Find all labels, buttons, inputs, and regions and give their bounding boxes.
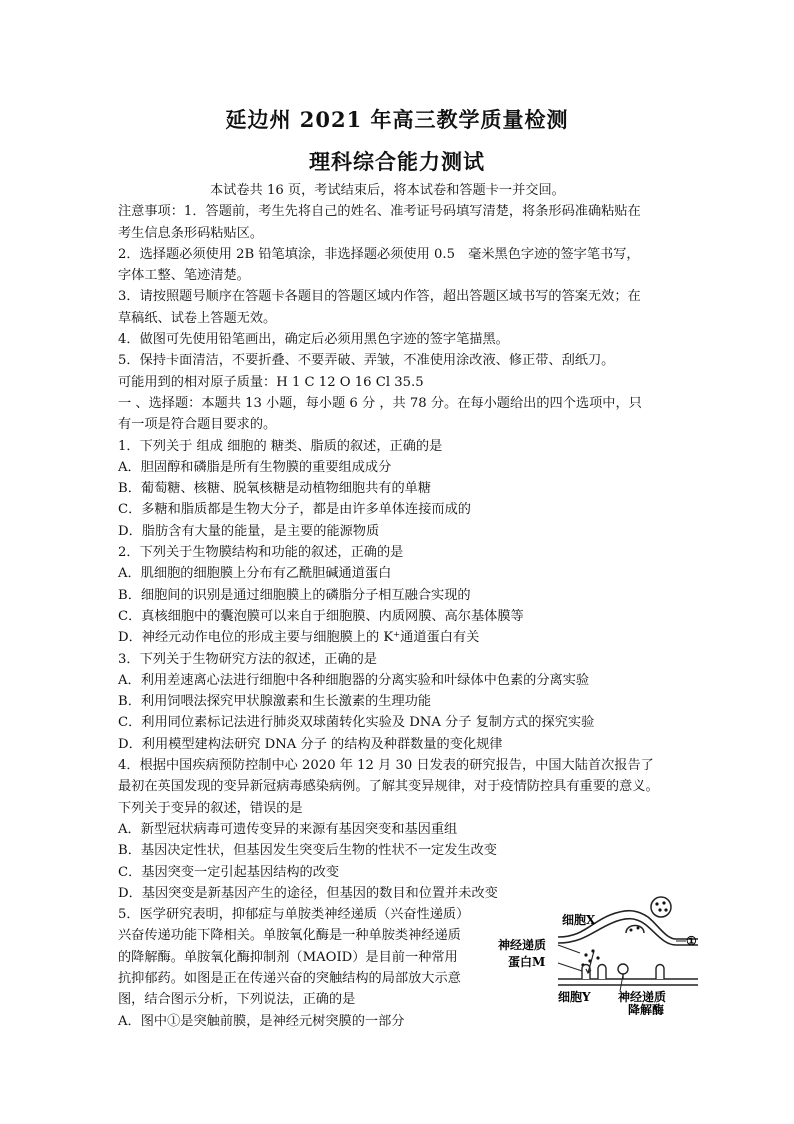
section-heading: 一 、选择题：本题共 13 小题，每小题 6 分 ，共 78 分。在每小题给出的四个选项中，只	[118, 395, 642, 411]
cell-x-label: 细胞X	[562, 913, 596, 927]
transmitter-dot	[658, 908, 661, 911]
question-4-stem: 下列关于变异的叙述，错误的是	[118, 800, 303, 816]
question-2-option-b: B．细胞间的识别是通过细胞膜上的磷脂分子相互融合实现的	[118, 587, 471, 603]
transmitter-label: 神经递质	[498, 938, 547, 952]
intro-text: 本试卷共 16 页，考试结束后，将本试卷和答题卡一并交回。	[210, 183, 565, 198]
circle-one-label: ①	[686, 934, 697, 948]
protein-m-label: 蛋白M	[508, 955, 546, 969]
question-5-stem: 抗抑郁药。如图是正在传递兴奋的突触结构的局部放大示意	[118, 970, 461, 986]
transmitter-dot	[664, 908, 667, 911]
fusing-vesicle	[626, 926, 644, 934]
receptor-protein	[598, 965, 606, 980]
question-1-option-a: A．胆固醇和磷脂是所有生物膜的重要组成成分	[118, 459, 392, 475]
question-2-stem: 2．下列关于生物膜结构和功能的叙述，正确的是	[118, 545, 404, 561]
synapse-diagram	[498, 893, 698, 1015]
question-3-option-a: A．利用差速离心法进行细胞中各种细胞器的分离实验和叶绿体中色素的分离实验	[118, 672, 590, 688]
atomic-mass-line: 可能用到的相对原子质量：H 1 C 12 O 16 Cl 35.5	[118, 374, 424, 390]
question-1-option-c: C．多糖和脂质都是生物大分子，都是由许多单体连接而成的	[118, 502, 471, 518]
question-5-stem: 兴奋传递功能下降相关。单胺氧化酶是一种单胺类神经递质	[118, 928, 461, 944]
exam-title: 延边州 2021 年高三教学质量检测	[225, 107, 569, 132]
degrading-enzyme	[618, 964, 628, 974]
question-1-option-b: B．葡萄糖、核糖、脱氧核糖是动植物细胞共有的单糖	[118, 481, 432, 497]
notes-line: 注意事项：1．答题前，考生先将自己的姓名、准考证号码填写清楚，将条形码准确粘贴在	[118, 204, 641, 220]
question-4-option-a: A．新型冠状病毒可遗传变异的来源有基因突变和基因重组	[118, 821, 458, 837]
question-3-option-b: B．利用饲喂法探究甲状腺激素和生长激素的生理功能	[118, 694, 432, 710]
notes-line: 考生信息条形码粘贴区。	[118, 225, 264, 241]
question-2-option-a: A．肌细胞的细胞膜上分布有乙酰胆碱通道蛋白	[118, 566, 392, 582]
question-5-stem: 5．医学研究表明，抑郁症与单胺类神经递质（兴奋性递质）	[118, 907, 470, 923]
question-4-stem: 最初在英国发现的变异新冠病毒感染病例。了解其变异规律，对于疫情防控具有重要的意义。	[118, 779, 659, 795]
transmitter-dot	[596, 956, 599, 959]
question-3-option-c: C．利用同位素标记法进行肺炎双球菌转化实验及 DNA 分子 复制方式的探究实验	[118, 715, 595, 731]
question-2-option-c: C．真核细胞中的囊泡膜可以来自于细胞膜、内质网膜、高尔基体膜等	[118, 608, 524, 624]
question-1-option-d: D．脂肪含有大量的能量，是主要的能源物质	[118, 523, 380, 539]
notes-line: 2．选择题必须使用 2B 铅笔填涂，非选择题必须使用 0.5 毫米黑色字迹的签字笔书写，	[118, 246, 640, 262]
question-3-option-d: D．利用模型建构法研究 DNA 分子 的结构及种群数量的变化规律	[118, 736, 503, 752]
notes-line: 4．做图可先使用铅笔画出，确定后必须用黑色字迹的签字笔描黑。	[118, 332, 509, 348]
question-5-option-a: A．图中①是突触前膜，是神经元树突膜的一部分	[118, 1013, 405, 1029]
question-5-stem: 图，结合图示分析，下列说法，正确的是	[118, 992, 356, 1008]
section-heading: 有一项是符合题目要求的。	[118, 417, 277, 433]
question-5-stem: 的降解酶。单胺氧化酶抑制剂（MAOID）是目前一种常用	[118, 949, 458, 965]
cell-y-label: 细胞Y	[558, 990, 591, 1004]
question-1-stem: 1．下列关于 组成 细胞的 糖类、脂质的叙述，正确的是	[118, 438, 443, 454]
question-4-option-b: B．基因决定性状，但基因发生突变后生物的性状不一定发生改变	[118, 843, 497, 859]
question-3-stem: 3．下列关于生物研究方法的叙述，正确的是	[118, 651, 377, 667]
enzyme-label-line2: 降解酶	[628, 1003, 665, 1015]
transmitter-dot	[630, 929, 633, 932]
transmitter-dot	[662, 901, 665, 904]
notes-line: 草稿纸、试卷上答题无效。	[118, 310, 277, 326]
exam-subtitle: 理科综合能力测试	[309, 149, 485, 174]
question-2-option-d: D．神经元动作电位的形成主要与细胞膜上的 K⁺通道蛋白有关	[118, 630, 480, 646]
question-4-option-d: D．基因突变是新基因产生的途径，但基因的数目和位置并未改变	[118, 885, 498, 901]
notes-line: 5．保持卡面清洁，不要折叠、不要弄破、弄皱，不准使用涂改液、修正带、刮纸刀。	[118, 353, 615, 369]
transmitter-dot	[584, 953, 587, 956]
notes-line: 3．请按照题号顺序在答题卡各题目的答题区域内作答，超出答题区域书写的答案无效；在	[118, 289, 641, 305]
synaptic-vesicle	[651, 897, 671, 917]
transmitter-dot	[637, 927, 640, 930]
question-4-stem: 4．根据中国疾病预防控制中心 2020 年 12 月 30 日发表的研究报告，中国大陆首次报告了	[118, 758, 654, 774]
receptor-protein	[656, 965, 664, 980]
enzyme-label-line1: 神经递质	[618, 990, 667, 1004]
notes-line: 字体工整、笔迹清楚。	[118, 268, 250, 284]
transmitter-dot	[655, 902, 658, 905]
question-4-option-c: C．基因突变一定引起基因结构的改变	[118, 864, 340, 880]
